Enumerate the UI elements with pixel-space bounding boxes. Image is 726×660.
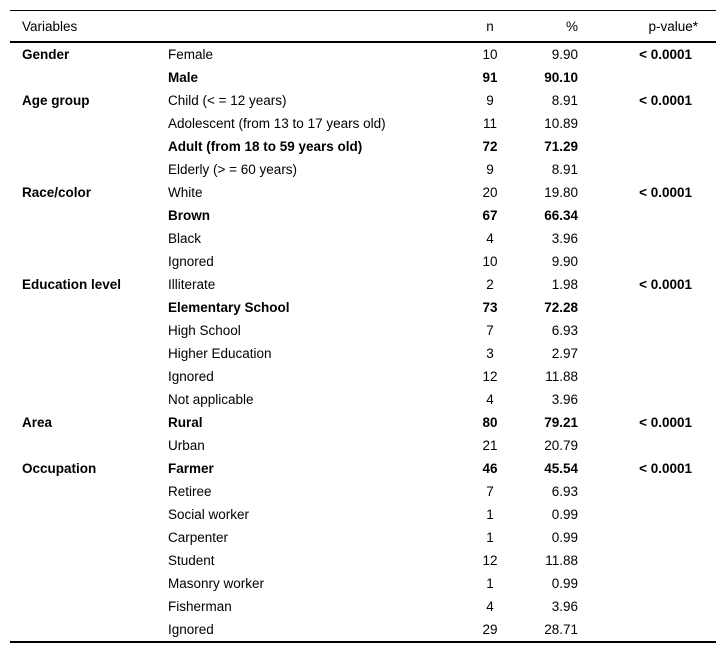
variable-group-cell: Education level <box>22 277 122 292</box>
variable-group-cell <box>10 434 168 457</box>
count-cell: 1 <box>486 530 494 545</box>
variable-group-cell <box>10 319 168 342</box>
count-cell: 73 <box>482 300 498 315</box>
count-cell: 11 <box>482 116 497 131</box>
table-row <box>10 112 716 135</box>
pvalue-cell: < 0.0001 <box>639 93 692 108</box>
pvalue-cell <box>578 227 716 250</box>
category-cell: Carpenter <box>168 530 229 545</box>
category-cell: Elementary School <box>168 300 290 315</box>
pvalue-cell: < 0.0001 <box>639 277 692 292</box>
category-cell: Elderly (> = 60 years) <box>168 162 298 177</box>
count-cell: 2 <box>486 277 494 292</box>
table-row <box>10 526 716 549</box>
percent-cell: 6.93 <box>551 323 578 338</box>
count-cell: 9 <box>486 162 494 177</box>
count-cell: 91 <box>482 70 498 85</box>
pvalue-cell: < 0.0001 <box>639 415 692 430</box>
count-cell: 10 <box>482 254 498 269</box>
variable-group-cell: Race/color <box>22 185 92 200</box>
table-row <box>10 296 716 319</box>
column-header-pvalue: p-value* <box>578 11 716 43</box>
category-cell: Social worker <box>168 507 250 522</box>
category-cell: High School <box>168 323 241 338</box>
table-row <box>10 204 716 227</box>
pvalue-cell: < 0.0001 <box>639 47 692 62</box>
pvalue-cell <box>578 595 716 618</box>
percent-cell: 11.88 <box>545 553 578 568</box>
percent-cell: 6.93 <box>551 484 578 499</box>
pvalue-cell <box>578 549 716 572</box>
variable-group-cell <box>10 618 168 642</box>
pvalue-cell <box>578 66 716 89</box>
percent-cell: 19.80 <box>544 185 578 200</box>
column-header-percent: % <box>530 11 578 43</box>
table-row <box>10 227 716 250</box>
variable-group-cell <box>10 572 168 595</box>
count-cell: 7 <box>486 484 494 499</box>
percent-cell: 0.99 <box>551 507 578 522</box>
category-cell: Urban <box>168 438 205 453</box>
count-cell: 20 <box>482 185 498 200</box>
variable-group-cell <box>10 526 168 549</box>
percent-cell: 8.91 <box>551 162 578 177</box>
variable-group-cell <box>10 296 168 319</box>
count-cell: 1 <box>486 507 494 522</box>
table-row <box>10 158 716 181</box>
percent-cell: 3.96 <box>551 599 578 614</box>
variable-group-cell <box>10 227 168 250</box>
column-header-variables: Variables <box>10 11 450 43</box>
count-cell: 72 <box>482 139 498 154</box>
variable-group-cell <box>10 250 168 273</box>
table-row <box>10 181 716 204</box>
category-cell: Retiree <box>168 484 212 499</box>
variable-group-cell <box>10 342 168 365</box>
table-row <box>10 135 716 158</box>
variable-group-cell <box>10 135 168 158</box>
category-cell: Black <box>168 231 202 246</box>
table-row <box>10 549 716 572</box>
variable-group-cell: Area <box>22 415 53 430</box>
percent-cell: 66.34 <box>544 208 578 223</box>
category-cell: Fisherman <box>168 599 232 614</box>
pvalue-cell <box>578 388 716 411</box>
percent-cell: 11.88 <box>545 369 578 384</box>
percent-cell: 9.90 <box>551 47 578 62</box>
pvalue-cell <box>578 503 716 526</box>
count-cell: 7 <box>486 323 494 338</box>
pvalue-cell: < 0.0001 <box>639 461 692 476</box>
category-cell: Ignored <box>168 622 214 637</box>
category-cell: Student <box>168 553 215 568</box>
percent-cell: 28.71 <box>544 622 578 637</box>
count-cell: 21 <box>482 438 498 453</box>
statistics-table <box>10 10 716 643</box>
pvalue-cell <box>578 365 716 388</box>
table-body <box>10 42 716 642</box>
variable-group-cell <box>10 158 168 181</box>
variable-group-cell <box>10 388 168 411</box>
percent-cell: 79.21 <box>544 415 578 430</box>
table-row <box>10 89 716 112</box>
percent-cell: 45.54 <box>544 461 578 476</box>
percent-cell: 8.91 <box>551 93 578 108</box>
percent-cell: 1.98 <box>551 277 578 292</box>
table-header <box>10 11 716 43</box>
percent-cell: 3.96 <box>551 392 578 407</box>
pvalue-cell <box>578 572 716 595</box>
percent-cell: 2.97 <box>551 346 578 361</box>
category-cell: Not applicable <box>168 392 254 407</box>
category-cell: White <box>168 185 203 200</box>
table-row <box>10 273 716 296</box>
category-cell: Brown <box>168 208 210 223</box>
count-cell: 1 <box>486 576 494 591</box>
count-cell: 4 <box>486 231 494 246</box>
header-row <box>10 11 716 43</box>
pvalue-cell <box>578 135 716 158</box>
percent-cell: 0.99 <box>551 530 578 545</box>
variable-group-cell: Gender <box>22 47 70 62</box>
count-cell: 4 <box>486 599 494 614</box>
pvalue-cell <box>578 250 716 273</box>
category-cell: Ignored <box>168 369 214 384</box>
variable-group-cell <box>10 595 168 618</box>
table-row <box>10 457 716 480</box>
pvalue-cell <box>578 526 716 549</box>
percent-cell: 9.90 <box>551 254 578 269</box>
variable-group-cell <box>10 365 168 388</box>
variable-group-cell <box>10 480 168 503</box>
pvalue-cell <box>578 158 716 181</box>
category-cell: Adolescent (from 13 to 17 years old) <box>168 116 386 131</box>
category-cell: Child (< = 12 years) <box>168 93 287 108</box>
count-cell: 3 <box>486 346 494 361</box>
count-cell: 9 <box>486 93 494 108</box>
percent-cell: 20.79 <box>544 438 578 453</box>
column-header-n: n <box>450 11 530 43</box>
category-cell: Higher Education <box>168 346 272 361</box>
count-cell: 80 <box>482 415 498 430</box>
variable-group-cell <box>10 503 168 526</box>
percent-cell: 71.29 <box>544 139 578 154</box>
percent-cell: 0.99 <box>551 576 578 591</box>
variable-group-cell <box>10 549 168 572</box>
table-row <box>10 365 716 388</box>
category-cell: Masonry worker <box>168 576 265 591</box>
table-row <box>10 342 716 365</box>
count-cell: 12 <box>482 369 498 384</box>
count-cell: 29 <box>482 622 498 637</box>
category-cell: Farmer <box>168 461 214 476</box>
table-row <box>10 388 716 411</box>
percent-cell: 10.89 <box>544 116 578 131</box>
category-cell: Ignored <box>168 254 214 269</box>
table-row <box>10 66 716 89</box>
count-cell: 46 <box>482 461 498 476</box>
pvalue-cell <box>578 204 716 227</box>
pvalue-cell <box>578 319 716 342</box>
percent-cell: 3.96 <box>551 231 578 246</box>
table-row <box>10 42 716 66</box>
table-row <box>10 595 716 618</box>
table-row <box>10 480 716 503</box>
category-cell: Male <box>168 70 199 85</box>
variable-group-cell <box>10 112 168 135</box>
variable-group-cell: Age group <box>22 93 90 108</box>
table-row <box>10 411 716 434</box>
table-row <box>10 503 716 526</box>
count-cell: 67 <box>482 208 498 223</box>
table-row <box>10 319 716 342</box>
variable-group-cell: Occupation <box>22 461 97 476</box>
table-row <box>10 572 716 595</box>
count-cell: 10 <box>482 47 498 62</box>
percent-cell: 72.28 <box>544 300 578 315</box>
count-cell: 12 <box>482 553 498 568</box>
variable-group-cell <box>10 66 168 89</box>
table-row <box>10 250 716 273</box>
pvalue-cell <box>578 342 716 365</box>
pvalue-cell: < 0.0001 <box>639 185 692 200</box>
percent-cell: 90.10 <box>544 70 578 85</box>
pvalue-cell <box>578 296 716 319</box>
category-cell: Rural <box>168 415 203 430</box>
category-cell: Illiterate <box>168 277 216 292</box>
pvalue-cell <box>578 434 716 457</box>
table-row <box>10 618 716 642</box>
pvalue-cell <box>578 112 716 135</box>
category-cell: Adult (from 18 to 59 years old) <box>168 139 363 154</box>
count-cell: 4 <box>486 392 494 407</box>
pvalue-cell <box>578 618 716 642</box>
pvalue-cell <box>578 480 716 503</box>
variable-group-cell <box>10 204 168 227</box>
table-row <box>10 434 716 457</box>
category-cell: Female <box>168 47 214 62</box>
